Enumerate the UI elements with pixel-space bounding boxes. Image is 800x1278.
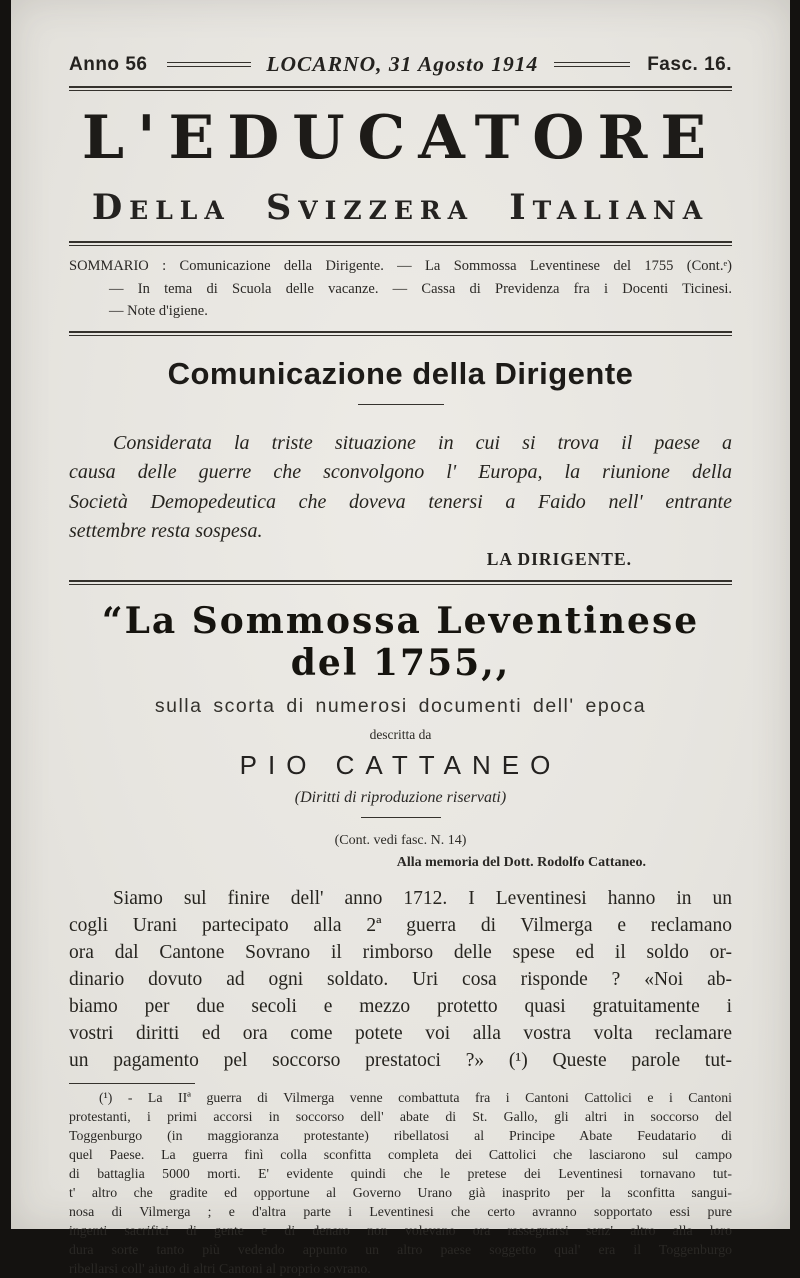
- continuation-note: (Cont. vedi fasc. N. 14): [334, 832, 467, 848]
- text-line: protestanti, i primi accorsi in soccorso dell' abate di St. Gallo, gli altri in soccorso del: [69, 1108, 732, 1124]
- text-line: Siamo sul finire dell' anno 1712. I Leventinesi hanno in un: [113, 887, 732, 909]
- author-name: PIO CATTANEO: [239, 749, 562, 780]
- text-line: ingenti sacrifici di gente e di denaro non volevano ora rassegnarsi senz' altro alla loro: [69, 1222, 732, 1238]
- section-divider-rule: [361, 817, 441, 818]
- masthead-subtitle: Della Svizzera Italiana: [91, 187, 710, 228]
- table-of-contents: [69, 255, 732, 323]
- double-dash-ornament: [167, 62, 251, 67]
- footnote-separator-rule: [69, 1083, 195, 1084]
- byline-label: descritta da: [369, 726, 432, 742]
- article-title-comunicazione: Comunicazione della Dirigente: [167, 355, 634, 391]
- text-line: settembre resta sospesa.: [69, 520, 263, 542]
- page-content: [11, 0, 790, 1278]
- text-line: t' altro che gradite ed opportune al Governo Urano già inasprito per la sconfitta sangui-: [69, 1184, 732, 1200]
- text-line: vostri diritti ed ora come potete voi alla vostra volta reclamare: [69, 1022, 732, 1044]
- issue-dateline: LOCARNO, 31 Agosto 1914: [266, 52, 539, 76]
- issue-fascicle-label: Fasc. 16.: [647, 53, 732, 75]
- text-line: — Note d'igiene.: [109, 303, 208, 319]
- article-title-sommossa: “La Sommossa Leventinese del 1755,,: [101, 599, 700, 684]
- article-signature: LA DIRIGENTE.: [486, 548, 632, 569]
- article-body-comunicazione: [69, 429, 732, 547]
- double-dash-ornament: [554, 62, 630, 67]
- text-line: quel Paese. La guerra finì colla sconfitta completa dei Cattolici che lasciarono sul campo: [69, 1146, 732, 1162]
- page-paper: [11, 0, 790, 1276]
- horizontal-double-rule: [69, 86, 732, 91]
- footnote-text: [69, 1088, 732, 1278]
- horizontal-double-rule: [69, 331, 732, 336]
- text-line: dura sorte tanto più vedendo appunto un altro paese soggetto qual' era il Toggenburgo: [69, 1241, 732, 1257]
- issue-year-label: Anno 56: [69, 53, 148, 75]
- text-line: Toggenburgo (in maggioranza protestante) ribellatosi al Principe Abate Feudatario di: [69, 1127, 732, 1143]
- text-line: cogli Urani partecipato alla 2ª guerra di Vilmerga e reclamano: [69, 914, 732, 936]
- title-underline-rule: [358, 404, 444, 405]
- text-line: biamo per due secoli e mezzo protetto quasi gratuitamente i: [69, 995, 732, 1017]
- horizontal-double-rule: [69, 580, 732, 585]
- text-line: di battaglia 5000 morti. E' evidente quindi che le pretese dei Leventinesi tornavano tut-: [69, 1165, 732, 1181]
- text-line: un pagamento pel soccorso prestatoci ?» (¹) Queste parole tut-: [69, 1049, 732, 1071]
- text-line: dinario dovuto ad ogni soldato. Uri cosa risponde ? «Noi ab-: [69, 968, 732, 990]
- text-line: Società Demopedeutica che doveva tenersi a Faido nell' entrante: [69, 490, 732, 513]
- text-line: causa delle guerre che sconvolgono l' Europa, la riunione della: [69, 461, 732, 483]
- text-line: SOMMARIO : Comunicazione della Dirigente. — La Sommossa Leventinese del 1755 (Cont.ᵉ): [69, 258, 732, 274]
- article-subtitle: sulla scorta di numerosi documenti dell' epoca: [154, 694, 647, 717]
- issue-header: [69, 0, 732, 77]
- dedication-line: Alla memoria del Dott. Rodolfo Cattaneo.: [396, 854, 646, 870]
- text-line: — In tema di Scuola delle vacanze. — Cassa di Previdenza fra i Docenti Ticinesi.: [109, 280, 732, 297]
- horizontal-double-rule: [69, 241, 732, 246]
- text-line: ora dal Cantone Sovrano il rimborso delle spese ed il soldo or-: [69, 941, 732, 963]
- article-body-sommossa: [69, 885, 732, 1074]
- text-line: Considerata la triste situazione in cui si trova il paese a: [113, 431, 732, 454]
- masthead-title: L'EDUCATORE: [81, 103, 720, 173]
- text-line: (¹) - La IIª guerra di Vilmerga venne combattuta fra i Cantoni Cattolici e i Cantoni: [99, 1089, 732, 1105]
- text-line: ribellarsi coll' aiuto di altri Cantoni al proprio sovrano.: [69, 1260, 371, 1276]
- rights-notice: (Diritti di riproduzione riservati): [294, 788, 507, 806]
- text-line: nosa di Vilmerga ; e d'altra parte i Leventinesi che certo avranno sopportato essi pure: [69, 1203, 732, 1219]
